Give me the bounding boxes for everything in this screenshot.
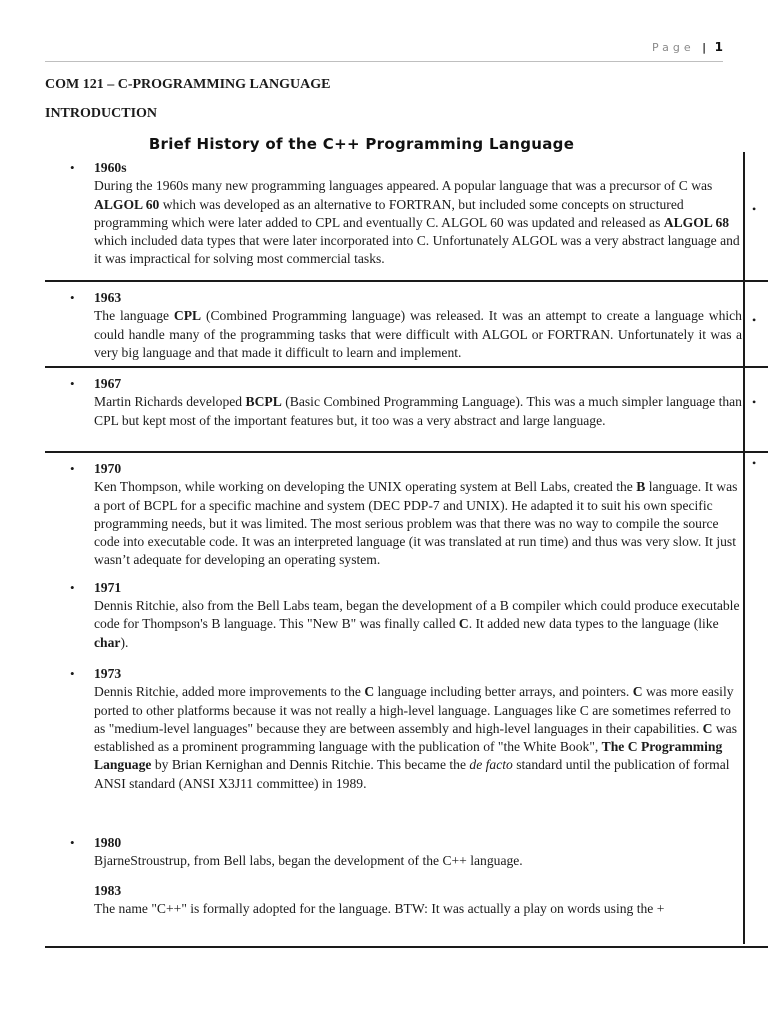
entry-year: 1980 <box>94 835 122 851</box>
table-cell-side <box>745 152 768 280</box>
timeline-entry-1963 <box>70 289 743 362</box>
entry-paragraph: The language CPL (Combined Programming language) was released. It was an attempt to create a language which could handle many of the programming tasks that were difficult with ALGOL or FORTRAN. Unfortunately it was a very big language and that made it difficult to learn and implement. <box>94 308 742 360</box>
page-label: Page <box>651 41 695 54</box>
bullet-icon: • <box>70 290 75 305</box>
entry-year: 1971 <box>94 579 122 595</box>
timeline-entry-1980 <box>70 834 743 871</box>
bullet-icon: • <box>70 376 75 391</box>
bullet-icon: • <box>70 461 75 476</box>
page-number-header <box>652 40 723 54</box>
page-number: 1 <box>714 40 723 54</box>
timeline-entry-1971 <box>70 579 743 652</box>
header-rule <box>45 61 723 62</box>
bullet-icon: • <box>70 579 75 595</box>
entry-paragraph: Ken Thompson, while working on developing the UNIX operating system at Bell Labs, created the B language. It was a port of BCPL for a specific machine and system (DEC PDP-7 and UNIX). He adapted it to suit his own specific programming needs, but it was limited. The most serious problem was that there was no way to compile the source code into executable code. It was an interpreted language (it was translated at run time) and thus was very slow. It just wasn’t adequate for developing an operating system. <box>94 479 738 568</box>
table-cell-main <box>45 152 745 280</box>
entry-paragraph: BjarneStroustrup, from Bell labs, began the development of the C++ language. <box>94 853 523 869</box>
table-cell-side <box>745 368 768 451</box>
hidden-column-bullet-icon: • <box>752 202 757 216</box>
table-cell-side <box>745 453 768 944</box>
hidden-column-bullet-icon: • <box>752 313 757 327</box>
timeline-entry-1973 <box>70 665 743 793</box>
table-cell-main <box>45 282 745 366</box>
timeline-entry-1970 <box>70 460 743 570</box>
entry-paragraph: During the 1960s many new programming languages appeared. A popular language that was a precursor of C was ALGOL 60 which was developed as an alternative to FORTRAN, but included some concepts on structured programming which were later added to CPL and eventually C. ALGOL 60 was updated and released as ALGOL 68 which included data types that were later incorporated into C. Unfortunately ALGOL was a very abstract language and it was impractical for solving most commercial tasks. <box>94 178 740 267</box>
entry-year: 1983 <box>94 882 122 898</box>
timeline-entry-1983 <box>70 882 743 919</box>
table-cell-side <box>745 282 768 366</box>
entry-paragraph: Dennis Ritchie, added more improvements to the C language including better arrays, and pointers. C was more easily ported to other platforms because it was not really a high-level language. Languages like C are sometimes referred to as "medium-level languages" because they are between assembly and high-level languages in their capabilities. C was established as a prominent programming language with the publication of "the White Book", The C Programming Language by Brian Kernighan and Dennis Ritchie. This became the de facto standard until the publication of formal ANSI standard (ANSI X3J11 committee) in 1989. <box>94 684 738 791</box>
introduction-heading: INTRODUCTION <box>45 106 158 121</box>
course-title: COM 121 – C-PROGRAMMING LANGUAGE <box>45 77 331 92</box>
document-title: Brief History of the C++ Programming Language <box>148 135 575 153</box>
timeline-entry-1960s <box>70 159 743 269</box>
entry-year: 1967 <box>94 376 122 391</box>
table-row <box>45 282 768 368</box>
bullet-icon: • <box>70 160 75 175</box>
entry-year: 1960s <box>94 160 127 175</box>
entry-paragraph: Dennis Ritchie, also from the Bell Labs team, began the development of a B compiler which could produce executable code for Thompson's B language. This "New B" was finally called C. It added new data types to the language (like char). <box>94 598 740 650</box>
timeline-entry-1967 <box>70 375 743 430</box>
table-row <box>45 453 768 944</box>
table-cell-main <box>45 453 745 944</box>
table-cell-main <box>45 368 745 451</box>
timeline-table <box>45 152 768 948</box>
entry-paragraph: The name "C++" is formally adopted for the language. BTW: It was actually a play on words using the + <box>94 900 665 916</box>
entry-paragraph: Martin Richards developed BCPL (Basic Combined Programming Language). This was a much simpler language than CPL but kept most of the important features but, it too was a very abstract and large language. <box>94 394 742 428</box>
entry-year: 1970 <box>94 461 122 476</box>
page-separator: | <box>702 41 707 54</box>
bullet-icon: • <box>70 665 75 681</box>
table-row <box>45 152 768 282</box>
entry-year: 1973 <box>94 665 122 681</box>
bullet-icon: • <box>70 835 75 851</box>
entry-year: 1963 <box>94 290 122 305</box>
table-row <box>45 368 768 453</box>
hidden-column-bullet-icon: • <box>752 395 757 409</box>
hidden-column-bullet-icon: • <box>752 456 757 470</box>
